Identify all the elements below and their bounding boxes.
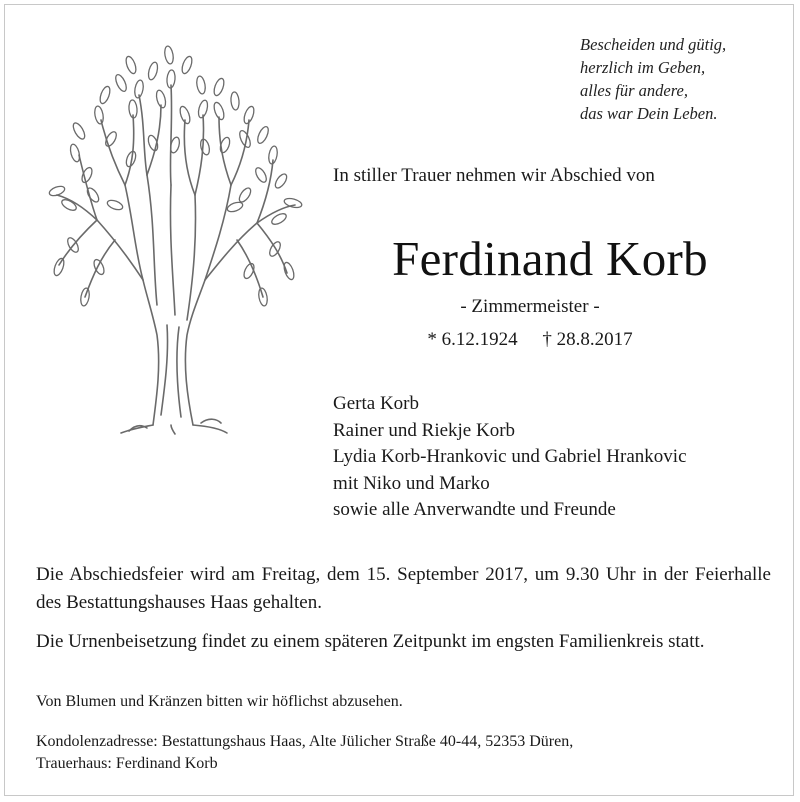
deceased-profession: - Zimmermeister - (460, 296, 600, 317)
tree-illustration (35, 35, 305, 435)
condolence-line: Kondolenzadresse: Bestattungshaus Haas, Alte Jülicher Straße 40-44, 52353 Düren, (36, 733, 574, 750)
death-date: † 28.8.2017 (542, 329, 633, 350)
flowers-note: Von Blumen und Kränzen bitten wir höflichst abzusehen. (36, 693, 403, 710)
deceased-name: Ferdinand Korb (392, 231, 708, 286)
mourner-line: Gerta Korb (333, 393, 419, 414)
intro-text: In stiller Trauer nehmen wir Abschied von (333, 165, 655, 186)
poem-line: alles für andere, (580, 81, 688, 100)
mourner-line: sowie alle Anverwandte und Freunde (333, 499, 616, 520)
life-dates (305, 329, 755, 351)
poem-line: das war Dein Leben. (580, 104, 718, 123)
birth-date: * 6.12.1924 (427, 329, 518, 350)
poem-line: Bescheiden und gütig, (580, 35, 727, 54)
poem-verse (580, 33, 780, 125)
mourners-list (333, 391, 687, 524)
mourner-line: Lydia Korb-Hrankovic und Gabriel Hrankovic (333, 446, 687, 467)
obituary-notice (4, 4, 794, 796)
condolence-address (36, 731, 781, 775)
ceremony-paragraph: Die Abschiedsfeier wird am Freitag, dem 15. September 2017, um 9.30 Uhr in der Feierhalle des Bestattungshauses Haas gehalten. (36, 564, 771, 613)
burial-paragraph: Die Urnenbeisetzung findet zu einem späteren Zeitpunkt im engsten Familienkreis statt. (36, 631, 705, 652)
poem-line: herzlich im Geben, (580, 58, 706, 77)
condolence-line: Trauerhaus: Ferdinand Korb (36, 755, 218, 772)
mourner-line: Rainer und Riekje Korb (333, 419, 516, 441)
mourner-line: mit Niko und Marko (333, 472, 490, 494)
